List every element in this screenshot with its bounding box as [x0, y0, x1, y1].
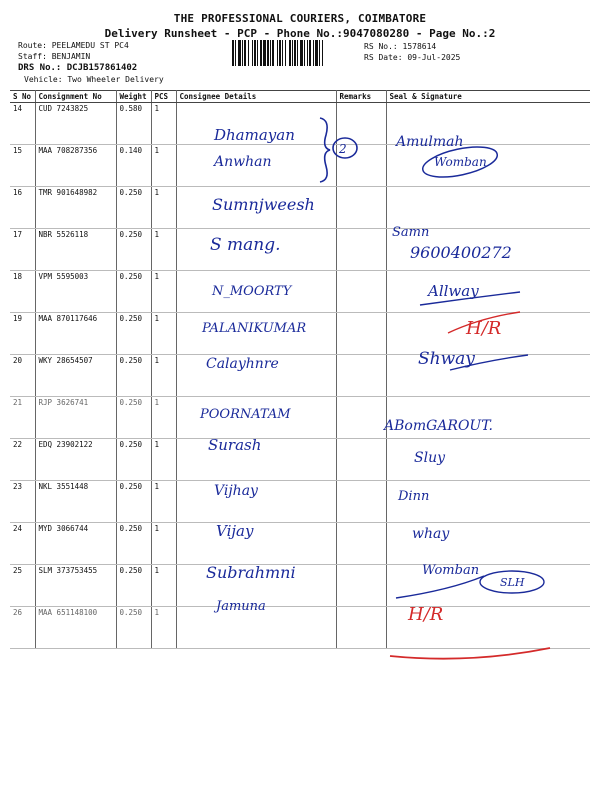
cell-weight: 0.140 — [116, 145, 151, 187]
handwriting-r26-remark: H/R — [408, 604, 444, 625]
cell-consignee — [176, 607, 336, 649]
table-row — [10, 355, 590, 397]
cell-pcs: 1 — [151, 607, 176, 649]
handwriting-r21-sig: ABomGAROUT. — [384, 418, 493, 434]
handwriting-r24-name: Vijay — [216, 522, 254, 540]
cell-consignment: TMR 901648982 — [35, 187, 116, 229]
col-header-remarks: Remarks — [336, 91, 386, 103]
cell-signature — [386, 355, 590, 397]
cell-sno: 18 — [10, 271, 35, 313]
cell-weight: 0.250 — [116, 565, 151, 607]
route-label: Route: PEELAMEDU ST PC4 — [18, 41, 129, 50]
handwriting-r17-name: S mang. — [210, 235, 281, 255]
cell-weight: 0.580 — [116, 103, 151, 145]
cell-signature — [386, 187, 590, 229]
cell-signature — [386, 523, 590, 565]
table-row — [10, 103, 590, 145]
cell-consignee — [176, 103, 336, 145]
cell-signature — [386, 103, 590, 145]
handwriting-r26-name: Jamuna — [216, 599, 266, 614]
delivery-table — [10, 90, 590, 649]
cell-sno: 21 — [10, 397, 35, 439]
cell-remarks — [336, 607, 386, 649]
cell-consignee — [176, 481, 336, 523]
cell-pcs: 1 — [151, 103, 176, 145]
cell-weight: 0.250 — [116, 187, 151, 229]
handwriting-r19-remark: H/R — [466, 318, 502, 339]
table-row — [10, 397, 590, 439]
cell-sno: 23 — [10, 481, 35, 523]
cell-consignee — [176, 397, 336, 439]
cell-pcs: 1 — [151, 145, 176, 187]
cell-pcs: 1 — [151, 523, 176, 565]
col-header-pcs: PCS — [151, 91, 176, 103]
cell-sno: 26 — [10, 607, 35, 649]
cell-remarks — [336, 481, 386, 523]
cell-consignee — [176, 313, 336, 355]
cell-signature — [386, 439, 590, 481]
drs-number: DRS No.: DCJB157861402 — [18, 63, 138, 73]
col-header-signature: Seal & Signature — [386, 91, 590, 103]
handwriting-r24-sig: whay — [412, 526, 450, 542]
cell-sno: 20 — [10, 355, 35, 397]
cell-consignee — [176, 355, 336, 397]
cell-consignment: NKL 3551448 — [35, 481, 116, 523]
cell-remarks — [336, 229, 386, 271]
cell-consignment: VPM 5595003 — [35, 271, 116, 313]
cell-remarks — [336, 523, 386, 565]
cell-consignment: MAA 870117646 — [35, 313, 116, 355]
cell-weight: 0.250 — [116, 523, 151, 565]
cell-signature — [386, 481, 590, 523]
cell-remarks — [336, 355, 386, 397]
table-row — [10, 481, 590, 523]
cell-consignee — [176, 565, 336, 607]
table-row — [10, 523, 590, 565]
table-row — [10, 145, 590, 187]
cell-signature — [386, 229, 590, 271]
cell-consignee — [176, 229, 336, 271]
cell-sno: 17 — [10, 229, 35, 271]
cell-pcs: 1 — [151, 229, 176, 271]
cell-pcs: 1 — [151, 565, 176, 607]
cell-pcs: 1 — [151, 313, 176, 355]
handwriting-r21-name: POORNATAM — [200, 407, 291, 422]
cell-consignment: EDQ 23902122 — [35, 439, 116, 481]
handwriting-r18-name: N_MOORTY — [212, 284, 292, 299]
cell-consignment: RJP 3626741 — [35, 397, 116, 439]
handwriting-r18-sig: Allway — [428, 282, 479, 300]
cell-signature — [386, 145, 590, 187]
cell-weight: 0.250 — [116, 397, 151, 439]
handwriting-r17-sig: Samn — [392, 225, 430, 240]
cell-consignee — [176, 145, 336, 187]
handwriting-r22-sig: Sluy — [414, 450, 445, 466]
cell-signature — [386, 607, 590, 649]
cell-pcs: 1 — [151, 481, 176, 523]
table-row — [10, 439, 590, 481]
company-title: THE PROFESSIONAL COURIERS, COIMBATORE — [173, 12, 427, 25]
cell-pcs: 1 — [151, 271, 176, 313]
cell-consignee — [176, 271, 336, 313]
cell-remarks — [336, 187, 386, 229]
barcode-image — [232, 40, 358, 66]
cell-consignment: WKY 28654507 — [35, 355, 116, 397]
cell-sno: 22 — [10, 439, 35, 481]
cell-weight: 0.250 — [116, 355, 151, 397]
table-row — [10, 229, 590, 271]
cell-signature — [386, 313, 590, 355]
handwriting-r23-name: Vijhay — [214, 483, 258, 499]
cell-sno: 24 — [10, 523, 35, 565]
cell-consignment: SLM 373753455 — [35, 565, 116, 607]
cell-pcs: 1 — [151, 397, 176, 439]
cell-sno: 19 — [10, 313, 35, 355]
cell-sno: 16 — [10, 187, 35, 229]
cell-weight: 0.250 — [116, 313, 151, 355]
handwriting-r25-name: Subrahmni — [206, 563, 296, 582]
cell-remarks — [336, 313, 386, 355]
handwriting-r20-sig: Shway — [418, 349, 475, 369]
handwriting-r16-name: Sumnjweesh — [212, 195, 315, 214]
col-header-consignment: Consignment No — [35, 91, 116, 103]
handwriting-r25-sig: Womban — [422, 563, 480, 578]
cell-sno: 14 — [10, 103, 35, 145]
cell-signature — [386, 397, 590, 439]
handwriting-r22-name: Surash — [208, 436, 262, 454]
cell-consignment: NBR 5526118 — [35, 229, 116, 271]
runsheet-meta-left — [18, 40, 164, 85]
table-row — [10, 313, 590, 355]
handwriting-r14-circle: 2 — [339, 142, 347, 156]
cell-consignee — [176, 439, 336, 481]
col-header-consignee: Consignee Details — [176, 91, 336, 103]
table-body — [10, 103, 590, 649]
table-header-row — [10, 91, 590, 103]
rs-date: RS Date: 09-Jul-2025 — [364, 53, 461, 62]
handwriting-r14-sub: Anwhan — [214, 154, 272, 170]
cell-consignment: MAA 708287356 — [35, 145, 116, 187]
vehicle-label: Vehicle: Two Wheeler Delivery — [24, 75, 164, 84]
cell-remarks — [336, 565, 386, 607]
cell-weight: 0.250 — [116, 271, 151, 313]
handwriting-r23-sig: Dinn — [398, 489, 430, 504]
cell-remarks — [336, 439, 386, 481]
cell-sno: 25 — [10, 565, 35, 607]
handwriting-r25-stamp: SLH — [500, 576, 525, 589]
cell-sno: 15 — [10, 145, 35, 187]
handwriting-r14-sig: Amulmah — [396, 134, 464, 150]
cell-weight: 0.250 — [116, 229, 151, 271]
handwriting-r14-sig2: Womban — [434, 155, 487, 169]
cell-signature — [386, 565, 590, 607]
cell-pcs: 1 — [151, 439, 176, 481]
handwriting-r20-name: Calayhnre — [206, 356, 279, 372]
cell-weight: 0.250 — [116, 481, 151, 523]
table-row — [10, 187, 590, 229]
cell-remarks — [336, 397, 386, 439]
col-header-weight: Weight — [116, 91, 151, 103]
runsheet-meta-right — [364, 41, 460, 63]
cell-consignment: CUD 7243825 — [35, 103, 116, 145]
staff-label: Staff: BENJAMIN — [18, 52, 91, 61]
table-row — [10, 271, 590, 313]
table-row — [10, 565, 590, 607]
cell-consignment: MAA 651148100 — [35, 607, 116, 649]
cell-consignee — [176, 523, 336, 565]
cell-consignment: MYD 3066744 — [35, 523, 116, 565]
red-underline — [390, 648, 550, 659]
cell-remarks — [336, 271, 386, 313]
cell-pcs: 1 — [151, 355, 176, 397]
cell-remarks — [336, 145, 386, 187]
cell-weight: 0.250 — [116, 607, 151, 649]
cell-consignee — [176, 187, 336, 229]
handwriting-r14-name: Dhamayan — [214, 126, 295, 144]
table-row — [10, 607, 590, 649]
cell-signature — [386, 271, 590, 313]
cell-weight: 0.250 — [116, 439, 151, 481]
runsheet-subtitle: Delivery Runsheet - PCP - Phone No.:9047080280 - Page No.:2 — [104, 27, 496, 40]
cell-pcs: 1 — [151, 187, 176, 229]
handwriting-r17-phone: 9600400272 — [410, 243, 512, 262]
handwriting-r19-name: PALANIKUMAR — [202, 321, 307, 336]
cell-remarks — [336, 103, 386, 145]
rs-number: RS No.: 1578614 — [364, 42, 437, 51]
col-header-sno: S No — [10, 91, 35, 103]
